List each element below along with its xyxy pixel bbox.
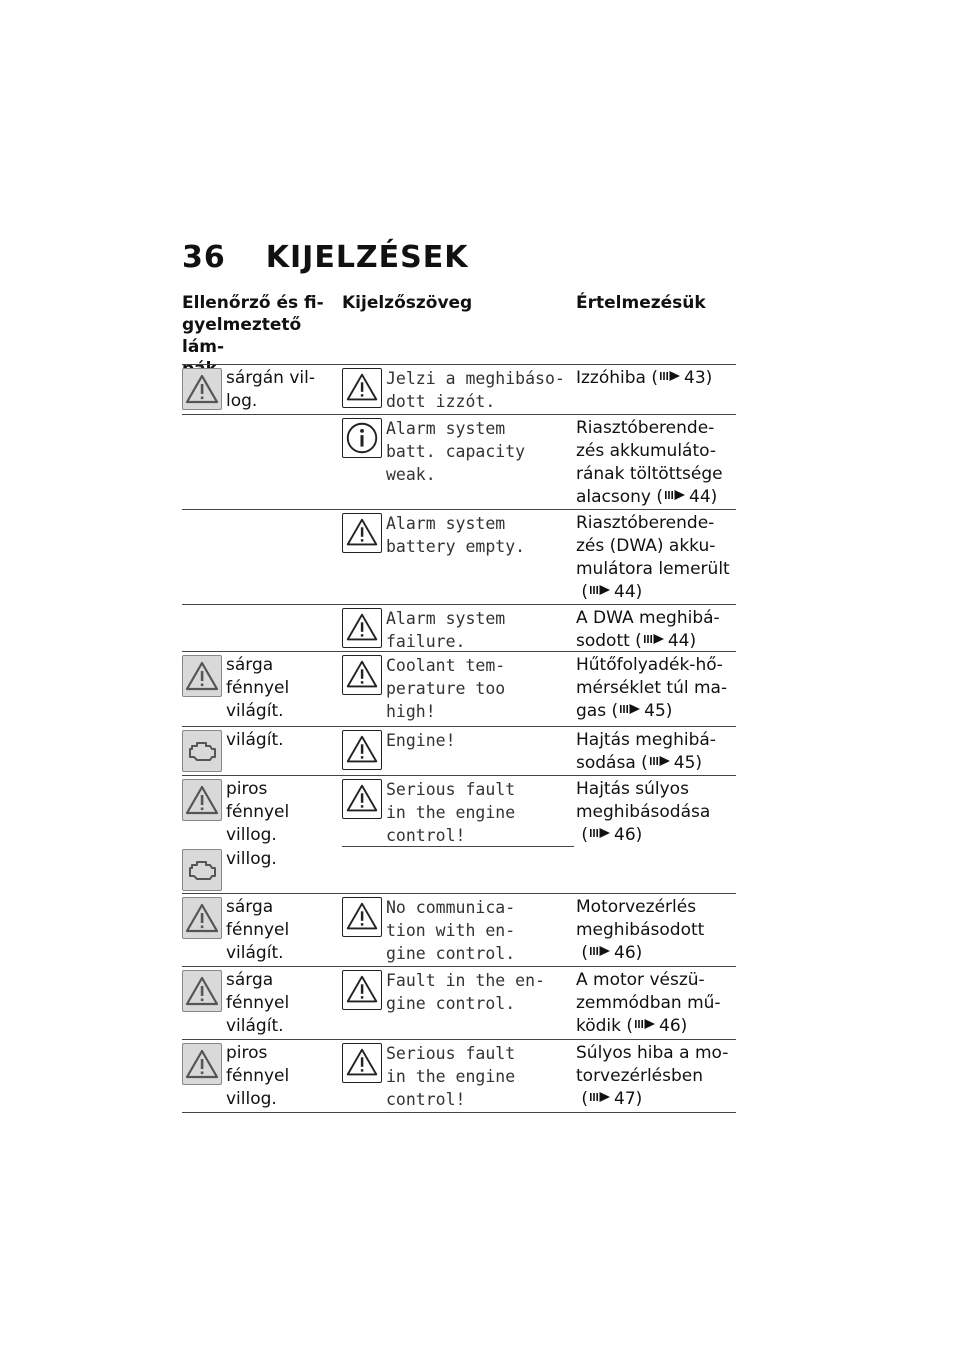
- lamp-description: sárga fénnyel világít.: [226, 655, 290, 721]
- warning-triangle-icon: [342, 368, 382, 408]
- page-reference-number: 45): [673, 753, 703, 773]
- meaning-text: [576, 729, 736, 775]
- page-reference-number: 45): [644, 701, 673, 721]
- display-cell: [342, 605, 574, 651]
- arrow-icon: [590, 945, 612, 957]
- table-row: [182, 1039, 736, 1113]
- lamp-cell: [182, 365, 340, 414]
- meaning-cell: [576, 415, 738, 509]
- meaning-label: Riasztóberende- zés akkumuláto- rának töltöttsége alacsony: [576, 418, 723, 507]
- meaning-label: Izzóhiba: [576, 368, 646, 388]
- lamp-description: villog.: [226, 849, 277, 869]
- table-row: [182, 726, 736, 775]
- meaning-text: [576, 417, 736, 509]
- meaning-text: [576, 778, 736, 847]
- lamp-cell: [182, 776, 340, 893]
- warning-triangle-icon: [342, 730, 382, 770]
- arrow-icon: [620, 703, 642, 715]
- meaning-label: Motorvezérlés meghibásodott: [576, 897, 705, 940]
- lamp-cell: [182, 415, 340, 509]
- display-text: Coolant tem- perature too high!: [386, 656, 506, 721]
- lamp-cell: [182, 652, 340, 726]
- display-cell: [342, 415, 574, 509]
- table-row: [182, 364, 736, 414]
- arrow-icon: [644, 633, 666, 645]
- table-row: [182, 651, 736, 726]
- lamp-cell: [182, 605, 340, 651]
- display-cell: [342, 967, 574, 1039]
- lamp-description: sárga fénnyel világít.: [226, 897, 290, 963]
- lamp-description: sárgán vil- log.: [226, 368, 315, 411]
- meaning-label: Hajtás súlyos meghibásodása: [576, 779, 711, 822]
- meaning-label: Súlyos hiba a mo- torvezérlésben: [576, 1043, 729, 1086]
- lamp-cell: [182, 727, 340, 775]
- meaning-cell: [576, 967, 738, 1039]
- table-row: [182, 775, 736, 893]
- arrow-icon: [590, 1091, 612, 1103]
- table-row: [182, 509, 736, 604]
- arrow-icon: [590, 584, 612, 596]
- column-header-display: Kijelzőszöveg: [342, 293, 473, 313]
- arrow-icon: [590, 827, 612, 839]
- meaning-text: [576, 512, 736, 604]
- warning-triangle-icon: [182, 655, 222, 697]
- warning-triangle-icon: [182, 897, 222, 939]
- display-cell: [342, 652, 574, 726]
- meaning-text: [576, 654, 736, 723]
- row-divider: [342, 846, 574, 847]
- page-reference-number: 47): [614, 1089, 643, 1109]
- meaning-label: Riasztóberende- zés (DWA) akku- mulátora lemerült: [576, 513, 730, 579]
- page-reference-number: 44): [614, 582, 643, 602]
- display-cell: [342, 727, 574, 775]
- warning-triangle-icon: [182, 1043, 222, 1085]
- meaning-cell: [576, 776, 738, 893]
- arrow-icon: [635, 1018, 657, 1030]
- meaning-cell: [576, 652, 738, 726]
- meaning-text: [576, 367, 736, 390]
- meaning-label: A DWA meghibá- sodott: [576, 608, 720, 651]
- meaning-text: [576, 607, 736, 653]
- arrow-icon: [660, 370, 682, 382]
- page-reference[interactable]: ( 45): [635, 753, 703, 773]
- display-text: Serious fault in the engine control!: [386, 1044, 516, 1109]
- page-reference-number: 46): [614, 825, 643, 845]
- meaning-cell: [576, 727, 738, 775]
- table-row: [182, 966, 736, 1039]
- lamp-cell: [182, 510, 340, 604]
- page-number: 36: [182, 240, 226, 275]
- lamp-cell: [182, 967, 340, 1039]
- page-reference[interactable]: ( 44): [651, 487, 718, 507]
- display-text: Serious fault in the engine control!: [386, 780, 516, 845]
- display-text: No communica- tion with en- gine control.: [386, 898, 516, 963]
- display-text: Fault in the en- gine control.: [386, 971, 545, 1013]
- lamp-cell: [182, 1040, 340, 1112]
- meaning-cell: [576, 510, 738, 604]
- meaning-label: Hajtás meghibá- sodása: [576, 730, 716, 773]
- display-text: Alarm system battery empty.: [386, 514, 526, 556]
- meaning-label: Hűtőfolyadék-hő- mérséklet túl ma- gas: [576, 655, 728, 721]
- meaning-label: A motor vészü- zemmódban mű- ködik: [576, 970, 721, 1036]
- column-header-lamps: Ellenőrző és fi- gyelmeztető lám-: [182, 293, 324, 357]
- warning-triangle-icon: [342, 1043, 382, 1083]
- page-reference[interactable]: ( 44): [629, 631, 697, 651]
- warning-triangle-icon: [342, 779, 382, 819]
- engine-icon: [182, 730, 222, 772]
- info-icon: [342, 418, 382, 458]
- meaning-text: [576, 1042, 736, 1111]
- lamp-description: világít.: [226, 730, 284, 750]
- meaning-cell: [576, 894, 738, 966]
- warning-triangle-icon: [182, 368, 222, 410]
- page-reference[interactable]: ( 46): [576, 825, 643, 845]
- lamp-description: sárga fénnyel világít.: [226, 970, 290, 1036]
- page-reference[interactable]: ( 46): [621, 1016, 688, 1036]
- lamp-cell: [182, 894, 340, 966]
- arrow-icon: [665, 489, 687, 501]
- indicator-table: [182, 364, 736, 1113]
- warning-triangle-icon: [342, 513, 382, 553]
- table-row: [182, 893, 736, 966]
- page-header: [182, 240, 469, 275]
- display-cell: [342, 1040, 574, 1112]
- page-reference-number: 44): [689, 487, 718, 507]
- table-header: [182, 292, 736, 364]
- arrow-icon: [650, 755, 672, 767]
- warning-triangle-icon: [342, 897, 382, 937]
- display-cell: [342, 776, 574, 893]
- warning-triangle-icon: [342, 608, 382, 648]
- page-reference[interactable]: ( 47): [576, 1089, 643, 1109]
- meaning-text: [576, 896, 736, 965]
- page-reference[interactable]: ( 46): [576, 943, 643, 963]
- page-reference-number: 46): [614, 943, 643, 963]
- warning-triangle-icon: [342, 970, 382, 1010]
- lamp-description: piros fénnyel villog.: [226, 779, 290, 845]
- table-row: [182, 414, 736, 509]
- engine-icon: [182, 849, 222, 891]
- table-row: [182, 604, 736, 651]
- page-title: KIJELZÉSEK: [265, 240, 469, 275]
- meaning-text: [576, 969, 736, 1038]
- page-reference[interactable]: ( 44): [576, 582, 643, 602]
- display-text: Alarm system batt. capacity weak.: [386, 419, 526, 484]
- display-cell: [342, 894, 574, 966]
- warning-triangle-icon: [182, 779, 222, 821]
- meaning-cell: [576, 1040, 738, 1112]
- page-reference[interactable]: ( 45): [606, 701, 673, 721]
- display-cell: [342, 365, 574, 414]
- warning-triangle-icon: [342, 655, 382, 695]
- lamp-description: piros fénnyel villog.: [226, 1043, 290, 1109]
- column-header-meaning: Értelmezésük: [576, 293, 706, 313]
- display-text: Jelzi a meghibáso- dott izzót.: [386, 369, 565, 411]
- page-reference-number: 44): [667, 631, 697, 651]
- display-text: Engine!: [386, 731, 456, 750]
- meaning-cell: [576, 605, 738, 651]
- page-reference-number: 46): [659, 1016, 688, 1036]
- page-reference[interactable]: ( 43): [645, 368, 713, 388]
- warning-triangle-icon: [182, 970, 222, 1012]
- meaning-cell: [576, 365, 738, 414]
- display-cell: [342, 510, 574, 604]
- display-text: Alarm system failure.: [386, 609, 506, 651]
- page-reference-number: 43): [684, 368, 713, 388]
